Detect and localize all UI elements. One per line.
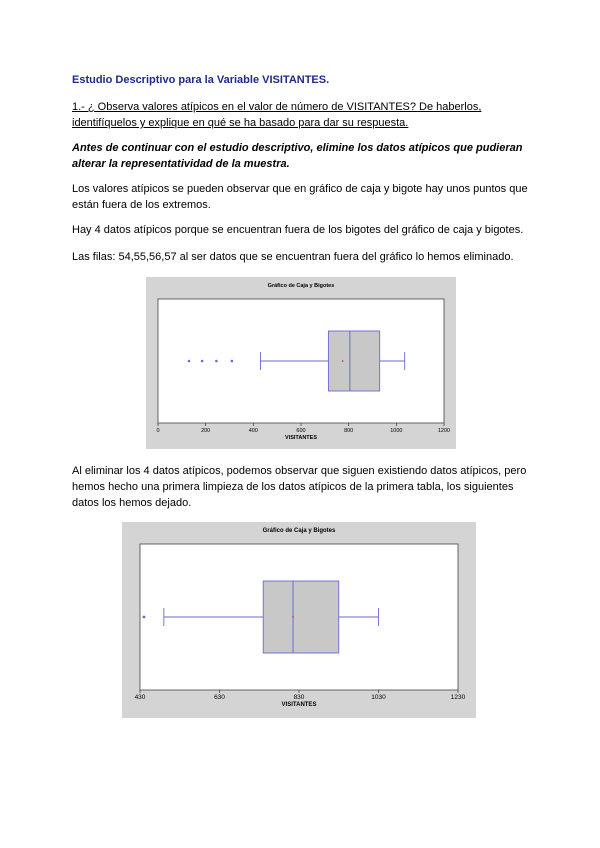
- page-title: Estudio Descriptivo para la Variable VISITANTES.: [72, 74, 330, 86]
- outlier-point: [188, 360, 191, 363]
- mean-marker: [342, 360, 344, 362]
- mean-marker: [292, 616, 294, 618]
- instruction-text: Antes de continuar con el estudio descriptivo, elimine los datos atípicos que pudieran alterar la representatividad de la muestra.: [72, 142, 523, 170]
- outlier-point: [201, 360, 204, 363]
- x-tick-label: 400: [248, 428, 258, 434]
- paragraph-after-removal: Al eliminar los 4 datos atípicos, podemos observar que siguen existiendo datos atípicos, pero hemos hecho una primera limpieza de los datos atípicos de la primera tabla, los siguientes datos los hemos dejado.: [72, 465, 527, 509]
- question-text: 1.- ¿ Observa valores atípicos en el valor de número de VISITANTES? De haberlos, identifíquelos y explique en qué se ha basado para dar su respuesta.: [72, 101, 482, 129]
- x-tick-label: 1000: [390, 428, 403, 434]
- x-axis-label: VISITANTES: [285, 435, 317, 441]
- paragraph-removed-rows: Las filas: 54,55,56,57 al ser datos que se encuentran fuera del gráfico lo hemos eliminado.: [72, 251, 514, 263]
- x-tick-label: 630: [214, 694, 225, 701]
- boxplot-figure-2: [122, 522, 476, 718]
- chart-title: Gráfico de Caja y Bigotes: [262, 528, 336, 534]
- x-tick-label: 430: [134, 694, 146, 701]
- x-tick-label: 600: [296, 428, 306, 434]
- iqr-box: [328, 331, 379, 391]
- paragraph-outlier-count: Hay 4 datos atípicos porque se encuentran fuera de los bigotes del gráfico de caja y bigotes.: [72, 224, 524, 236]
- x-tick-label: 1230: [450, 694, 466, 701]
- outlier-point: [215, 360, 218, 363]
- x-tick-label: 1200: [437, 428, 451, 434]
- iqr-box: [263, 581, 339, 653]
- chart-title: Gráfico de Caja y Bigotes: [267, 283, 335, 289]
- x-tick-label: 800: [344, 428, 354, 434]
- boxplot-chart-2: [122, 522, 476, 718]
- outlier-point: [231, 360, 234, 363]
- x-tick-label: 0: [156, 428, 160, 434]
- paragraph-outliers-observed: Los valores atípicos se pueden observar que en gráfico de caja y bigote hay unos puntos que están fuera de los extremos.: [72, 183, 528, 211]
- boxplot-chart-1: [146, 277, 456, 449]
- boxplot-figure-1: [146, 277, 456, 449]
- outlier-point: [143, 616, 146, 619]
- x-tick-label: 830: [293, 694, 305, 701]
- x-axis-label: VISITANTES: [281, 702, 317, 708]
- x-tick-label: 1030: [371, 694, 386, 701]
- x-tick-label: 200: [201, 428, 211, 434]
